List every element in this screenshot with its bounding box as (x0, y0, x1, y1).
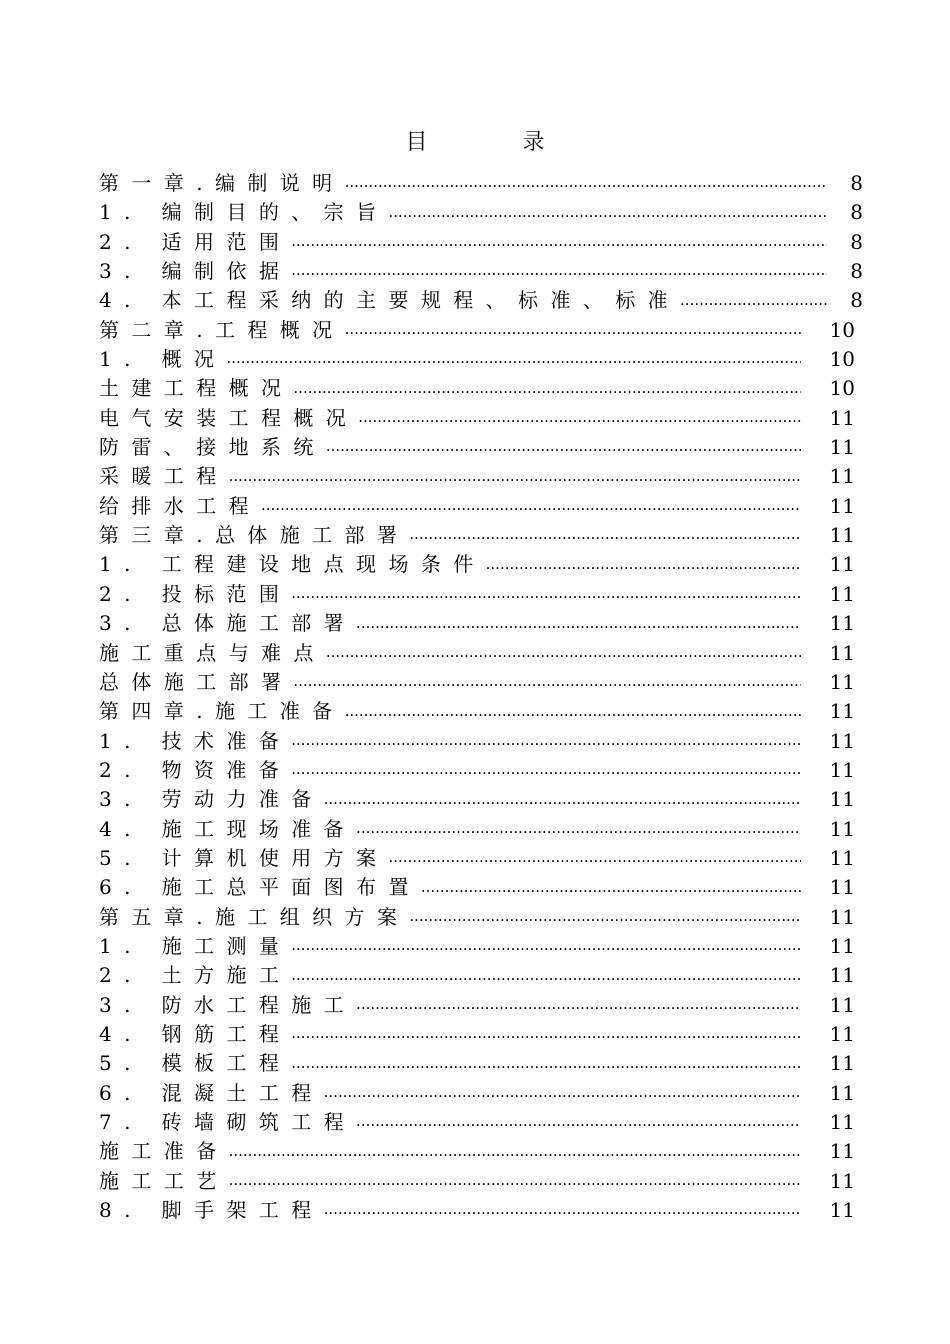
toc-entry-page-number: 11 (829, 1198, 855, 1223)
dot-leader (261, 495, 801, 515)
toc-entry-page-number: 11 (829, 581, 855, 606)
dot-leader (229, 1170, 801, 1190)
toc-entry-label: 1. 概况 (99, 347, 227, 372)
toc-entry[interactable] (99, 1196, 863, 1225)
toc-entry-label: 给排水工程 (99, 493, 261, 518)
dot-leader (326, 642, 801, 662)
toc-entry-page-number: 11 (829, 699, 855, 724)
toc-entry-label: 1. 工程建设地点现场条件 (99, 552, 486, 577)
toc-entry[interactable] (99, 492, 863, 521)
dot-leader (388, 202, 827, 222)
toc-entry-label: 2. 物资准备 (99, 757, 292, 782)
toc-entry[interactable] (99, 697, 863, 726)
dot-leader (345, 701, 801, 721)
toc-entry-page-number: 11 (829, 1168, 855, 1193)
toc-entry-page-number: 8 (850, 171, 863, 195)
toc-entry-label: 8. 脚手架工程 (99, 1198, 324, 1223)
toc-entry-page-number: 11 (829, 611, 855, 636)
toc-entry[interactable] (99, 668, 863, 697)
toc-entry-page-number: 10 (829, 376, 855, 401)
toc-entry[interactable] (99, 844, 863, 873)
toc-entry-label: 6. 混凝土工程 (99, 1080, 324, 1105)
dot-leader (324, 1199, 801, 1219)
toc-entry[interactable] (99, 404, 863, 433)
toc-entry-label: 施工准备 (99, 1139, 229, 1164)
dot-leader (293, 671, 801, 691)
dot-leader (229, 466, 801, 486)
toc-entry-page-number: 8 (850, 200, 863, 225)
dot-leader (486, 554, 801, 574)
toc-entry-page-number: 11 (829, 1139, 855, 1164)
toc-entry-label: 电气安装工程概况 (99, 405, 359, 430)
toc-entry[interactable] (99, 756, 863, 785)
dot-leader (293, 378, 801, 398)
toc-entry-page-number: 11 (829, 933, 855, 958)
toc-entry[interactable] (99, 433, 863, 462)
dot-leader (291, 260, 827, 280)
toc-title: 目 录 (405, 130, 589, 155)
toc-entry-page-number: 11 (829, 1021, 855, 1046)
dot-leader (291, 965, 801, 985)
dot-leader (291, 730, 801, 750)
dot-leader (388, 847, 801, 867)
dot-leader (291, 1023, 801, 1043)
dot-leader (229, 1141, 801, 1161)
toc-entry-label: 4. 钢筋工程 (99, 1021, 292, 1046)
toc-entry[interactable] (99, 1137, 863, 1166)
dot-leader (345, 172, 827, 192)
toc-entry-page-number: 11 (829, 464, 855, 489)
toc-entry[interactable] (99, 198, 863, 227)
toc-entry[interactable] (99, 169, 863, 198)
toc-entry[interactable] (99, 727, 863, 756)
toc-entry-label: 防雷、接地系统 (99, 435, 326, 460)
toc-entry[interactable] (99, 286, 863, 315)
toc-entry-label: 6. 施工总平面图布置 (99, 875, 421, 900)
toc-entry[interactable] (99, 462, 863, 491)
toc-entry[interactable] (99, 1079, 863, 1108)
toc-entry-label: 3. 总体施工部署 (99, 611, 357, 636)
toc-entry[interactable] (99, 374, 863, 403)
toc-entry-label: 5. 模板工程 (99, 1051, 292, 1076)
toc-entry-page-number: 11 (829, 787, 855, 812)
dot-leader (291, 935, 801, 955)
toc-entry-label: 1. 编制目的、宗旨 (99, 200, 389, 225)
dot-leader (291, 1053, 801, 1073)
toc-entry-label: 总体施工部署 (99, 669, 294, 694)
toc-entry-label: 施工工艺 (99, 1168, 229, 1193)
toc-entry-label: 1. 施工测量 (99, 933, 292, 958)
toc-entry-page-number: 11 (829, 816, 855, 841)
toc-entry[interactable] (99, 609, 863, 638)
toc-entry-label: 第五章.施工组织方案 (99, 904, 410, 929)
toc-entry-label: 3. 劳动力准备 (99, 787, 324, 812)
toc-entry-label: 5. 计算机使用方案 (99, 845, 389, 870)
toc-entry-label: 采暖工程 (99, 464, 229, 489)
toc-entry[interactable] (99, 785, 863, 814)
dot-leader (324, 1082, 801, 1102)
toc-entry-page-number: 11 (829, 669, 855, 694)
dot-leader (356, 994, 801, 1014)
toc-entry[interactable] (99, 1020, 863, 1049)
toc-entry-page-number: 11 (829, 963, 855, 988)
toc-entry-page-number: 11 (829, 757, 855, 782)
toc-entry-label: 第一章.编制说明 (99, 171, 345, 195)
toc-entry[interactable] (99, 1108, 863, 1137)
dot-leader (356, 1111, 801, 1131)
toc-entry-page-number: 11 (829, 992, 855, 1017)
toc-entry[interactable] (99, 991, 863, 1020)
toc-entry-page-number: 11 (829, 1110, 855, 1134)
toc-entry[interactable] (99, 257, 863, 286)
toc-entry-label: 1. 技术准备 (99, 728, 292, 753)
toc-entry[interactable] (99, 932, 863, 961)
toc-entry-page-number: 11 (829, 405, 855, 430)
toc-entry[interactable] (99, 316, 863, 345)
toc-entry[interactable] (99, 815, 863, 844)
toc-entry-page-number: 8 (850, 288, 863, 313)
toc-entry[interactable] (99, 580, 863, 609)
toc-entry-label: 4. 施工现场准备 (99, 816, 357, 841)
dot-leader (409, 906, 801, 926)
dot-leader (291, 759, 801, 779)
toc-entry-page-number: 11 (829, 640, 855, 665)
toc-entry-page-number: 8 (850, 259, 863, 284)
toc-entry-label: 7. 砖墙砌筑工程 (99, 1110, 357, 1134)
toc-entry-page-number: 11 (829, 1051, 855, 1076)
toc-entry-page-number: 10 (829, 347, 855, 372)
toc-entry-page-number: 11 (829, 728, 855, 753)
toc-entry-label: 2. 投标范围 (99, 581, 292, 606)
toc-entry[interactable] (99, 903, 863, 932)
dot-leader (326, 436, 801, 456)
toc-entry[interactable] (99, 961, 863, 990)
toc-entry[interactable] (99, 639, 863, 668)
dot-leader (680, 290, 827, 310)
table-of-contents (99, 169, 863, 1225)
toc-entry-label: 第三章.总体施工部署 (99, 523, 410, 548)
toc-entry-page-number: 11 (829, 523, 855, 548)
dot-leader (421, 877, 801, 897)
toc-entry-page-number: 11 (829, 904, 855, 929)
toc-entry-label: 3. 防水工程施工 (99, 992, 357, 1017)
toc-entry-page-number: 11 (829, 435, 855, 460)
toc-entry-page-number: 11 (829, 493, 855, 518)
toc-entry[interactable] (99, 228, 863, 257)
toc-entry-page-number: 11 (829, 845, 855, 870)
dot-leader (356, 818, 801, 838)
dot-leader (226, 348, 801, 368)
toc-entry-page-number: 10 (829, 317, 855, 342)
toc-entry-label: 2. 适用范围 (99, 229, 292, 254)
dot-leader (356, 613, 801, 633)
toc-entry[interactable] (99, 1167, 863, 1196)
dot-leader (291, 231, 827, 251)
toc-entry-page-number: 8 (850, 229, 863, 254)
toc-entry-page-number: 11 (829, 552, 855, 577)
toc-entry-page-number: 11 (829, 875, 855, 900)
toc-entry-label: 第四章.施工准备 (99, 699, 345, 724)
dot-leader (358, 407, 801, 427)
dot-leader (291, 583, 801, 603)
dot-leader (345, 319, 801, 339)
toc-entry[interactable] (99, 550, 863, 579)
toc-entry[interactable] (99, 345, 863, 374)
toc-entry[interactable] (99, 873, 863, 902)
dot-leader (409, 524, 801, 544)
toc-entry-page-number: 11 (829, 1080, 855, 1105)
toc-entry-label: 施工重点与难点 (99, 640, 326, 665)
toc-entry-label: 2. 土方施工 (99, 963, 292, 988)
toc-entry-label: 4. 本工程采纳的主要规程、标准、标准 (99, 288, 681, 313)
toc-entry[interactable] (99, 1049, 863, 1078)
toc-entry-label: 3. 编制依据 (99, 259, 292, 284)
dot-leader (324, 789, 801, 809)
toc-entry-label: 土建工程概况 (99, 376, 294, 401)
toc-entry[interactable] (99, 521, 863, 550)
toc-entry-label: 第二章.工程概况 (99, 317, 345, 342)
